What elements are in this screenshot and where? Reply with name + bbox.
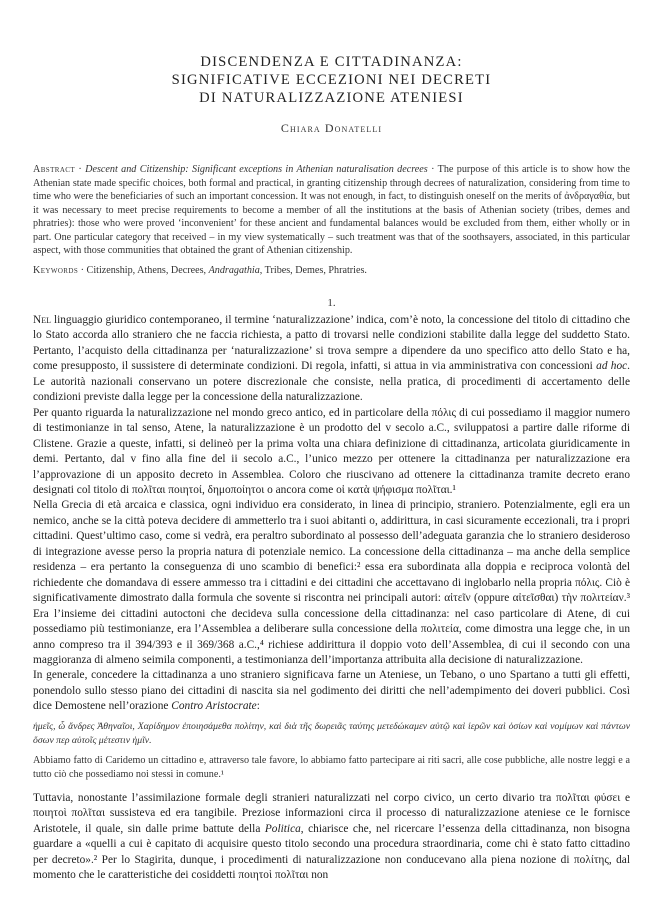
paragraph-1-initial: Nel xyxy=(33,314,51,326)
article-body xyxy=(33,313,630,884)
paragraph-4-italic: Contro Aristocrate xyxy=(171,700,257,713)
paragraph-1-italic: ad hoc xyxy=(596,360,628,373)
greek-quotation: ἡμεῖς, ὦ ἄνδρες Ἀθηναῖοι, Χαρίδημον ἐποιησάμεθα πολίτην, καὶ διὰ τῆς δωρειᾶς ταύτης μετεδώκαμεν αὐτῷ καὶ ἱερῶν καὶ ὁσίων καὶ νομίμων καὶ πάντων ὅσων περ αὐτοῖς μέτεστιν ἡμῖν. xyxy=(33,720,630,747)
paragraph-5-italic: Politica xyxy=(264,822,301,835)
keywords xyxy=(33,264,630,278)
abstract-label: Abstract xyxy=(33,164,76,175)
paragraph-4-text-a: In generale, concedere la cittadinanza a uno straniero significava farne un Ateniese, un Tebano, o uno Spartano a tutti gli effetti, ponendolo sullo stesso piano dei cittadini di nascita sia nel godimento dei diritti che nell’adempimento dei doveri pubblici. Così dice Demostene nell’orazione xyxy=(33,669,630,713)
keywords-text-1: · Citizenship, Athens, Decrees, xyxy=(78,264,209,276)
keywords-label: Keywords xyxy=(33,264,79,276)
paragraph-4 xyxy=(33,668,630,714)
article-page xyxy=(33,0,630,884)
abstract-heading: Descent and Citizenship: Significant exceptions in Athenian naturalisation decrees xyxy=(85,164,428,175)
paragraph-5-text-b: , chiarisce che, nel ricercare l’essenza della cittadinanza, non bisogna guardare a «quelli a cui è capitato di acquisire questo titolo secondo una procedura straordinaria, come chi è stato fatto cittadino per decreto».² Per lo Stagirita, dunque, i procedimenti di naturalizzazione non conducevano alla piena nozione di πολίτης, dal momento che le caratteristiche dei cosiddetti ποιητοὶ πολῖται non xyxy=(33,822,630,882)
article-title-line-1: DISCENDENZA E CITTADINANZA: xyxy=(200,54,463,70)
paragraph-1-text-b: . Le autorità nazionali conservano un potere discrezionale che consiste, nella pratica, di procedimenti di accertamento delle condizioni previste dalla legge per la concessione della naturalizzazione. xyxy=(33,360,630,404)
section-number: 1. xyxy=(327,297,336,309)
abstract-separator: · xyxy=(75,164,86,175)
paragraph-5-text-a: Tuttavia, nonostante l’assimilazione formale degli stranieri naturalizzati nel corpo civico, un certo divario tra πολῖται φύσει e ποιητοὶ πολῖται sussisteva ed era tangibile. Preziose informazioni circa il processo di naturalizzazione ateniese ce le fornisce Aristotele, il quale, sin dalle prime battute della xyxy=(33,791,630,835)
paragraph-2: Per quanto riguarda la naturalizzazione nel mondo greco antico, ed in particolare della πόλις di cui possediamo il maggior numero di testimonianze in tal senso, Atene, la naturalizzazione è un prodotto del v secolo a.C., sviluppatosi a partire dalle riforme di Clistene. Grazie a queste, infatti, si delineò per la prima volta una chiara definizione di cittadinanza, articolata giuridicamente in demi. Pertanto, dal v fino alla fine del ii secolo a.C., l’unico mezzo per ottenere la cittadinanza per naturalizzazione era l’approvazione di un apposito decreto in Assemblea. Coloro che riuscivano ad ottenere la cittadinanza tramite decreto erano designati col titolo di πολῖται ποιητοί, δημοποίητοι o ancora come οἱ κατὰ ψήφισμα πολῖται.¹ xyxy=(33,406,630,496)
paragraph-3: Nella Grecia di età arcaica e classica, ogni individuo era considerato, in linea di principio, straniero. Potenzialmente, egli era un nemico, anche se la città poteva decidere di ammetterlo tra i suoi abitanti o, addirittura, in casi sicuramente eccezionali, tra i propri cittadini. Quest’ultimo caso, come si vedrà, era peraltro subordinato al possesso dell’adeguata garanzia che lo straniero desideroso di integrazione avesse perso la propria natura di potenziale nemico. La concessione della cittadinanza – ma anche della semplice residenza – era pertanto la conseguenza di uno scambio di benefici:² essa era subordinata alla doppia e reciproca volontà del richiedente che domandava di essere ammesso tra i cittadini e dei cittadini che accettavano di inglobarlo nella propria πόλις. Ciò è significativamente dimostrato dalla formula che sovente si riscontra nei principali autori: αἰτεῖν (oppure αἰτεῖσθαι) τὴν πολιτείαν.³ Era l’insieme dei cittadini autoctoni che decideva sulla concessione della cittadinanza: nel caso particolare di Atene, di cui possediamo più testimonianze, era l’Assemblea a deliberare sulla concessione della πολιτεία, come dimostra una legge che, in un anno compreso tra il 394/393 e il 369/368 a.C.,⁴ richiese addirittura il doppio voto dell’Assemblea, di cui il secondo con una maggioranza di almeno seimila componenti, a testimonianza dell’importanza attribuita alla decisione di naturalizzazione. xyxy=(33,499,630,666)
article-title-line-3: DI NATURALIZZAZIONE ATENIESI xyxy=(199,90,464,106)
paragraph-4-text-b: : xyxy=(256,700,260,713)
paragraph-1-text-a: linguaggio giuridico contemporaneo, il termine ‘naturalizzazione’ indica, com’è noto, la concessione del titolo di cittadino che lo Stato accorda allo straniero che ne faccia richiesta, a patto di trovarsi nelle condizioni stabilite dalla legge del suddetto Stato. Pertanto, l’acquisto della cittadinanza per ‘naturalizzazione’ si trova sempre a dipendere da uno specifico atto dello Stato e ha, come presupposto, il sussistere di determinate condizioni. Di regola, infatti, si attua in via amministrativa con concessioni xyxy=(33,314,630,373)
keywords-italic: Andragathia xyxy=(208,264,260,276)
article-title-line-2: SIGNIFICATIVE ECCEZIONI NEI DECRETI xyxy=(171,72,492,88)
paragraph-5 xyxy=(33,791,630,884)
paragraph-1 xyxy=(33,313,630,406)
keywords-text-2: , Tribes, Demes, Phratries. xyxy=(259,264,367,276)
quotation-translation: Abbiamo fatto di Caridemo un cittadino e, attraverso tale favore, lo abbiamo fatto partecipare ai riti sacri, alle cose pubbliche, alle nostre leggi e a tutto ciò che possediamo noi stessi in comune.¹ xyxy=(33,754,630,781)
abstract xyxy=(33,163,630,258)
article-author: Chiara Donatelli xyxy=(280,121,383,135)
abstract-text: · The purpose of this article is to show how the Athenian state made specific choices, both formal and practical, in granting citizenship through decrees of naturalization, considering from time to time who were the beneficiaries of such an important concession. It was not enough, in fact, to distinguish oneself on the merits of ἀνδραγαθία, but it was necessary to meet precise requirements to become a member of all the institutions at the basis of Athenian society (tribes, demes and phratries): those who were proved ‘inconvenient’ for these ancient and fundamental balances would be excluded from them, either wholly or in part. One particular category that received – in my view systematically – such treatment was that of the soothsayers, associated, in this particular aspect, with those communities that obtained the grant of Athenian citizenship. xyxy=(33,164,631,256)
